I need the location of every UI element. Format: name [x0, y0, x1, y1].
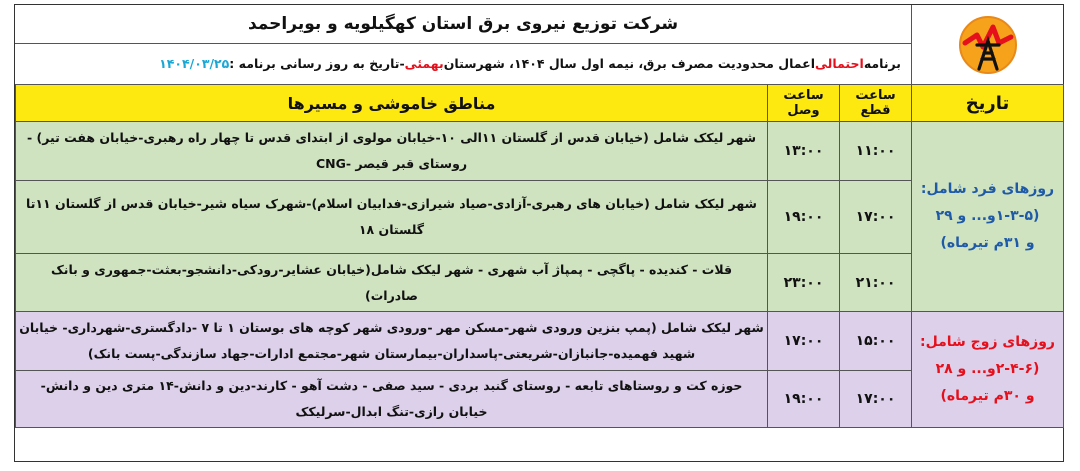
connect-time-cell: ۱۹:۰۰ — [768, 181, 840, 254]
subtitle-probable: احتمالی — [815, 56, 864, 71]
outage-table — [15, 84, 1064, 428]
page-title: شرکت توزیع نیروی برق استان کهگیلویه و بویراحمد — [15, 5, 911, 44]
connect-time-cell: ۱۳:۰۰ — [768, 122, 840, 181]
group-label-line: و ۳۱م تیرماه) — [940, 235, 1035, 251]
header-areas: مناطق خاموشی و مسیرها — [16, 85, 768, 122]
table-row — [16, 254, 1064, 312]
area-line: قلات - کندیده - پاگچی - پمپاژ آب شهری - شهر لیکک شامل(خیابان عشایر-رودکی-دانشجو-بعثت-جمهوری و بانک — [50, 261, 733, 277]
area-cell — [16, 181, 768, 254]
table-header-row — [16, 85, 1064, 122]
odd-days-group — [912, 122, 1064, 312]
area-cell — [16, 371, 768, 428]
area-cell — [16, 254, 768, 312]
area-line: خیابان رازی-تنگ ابدال-سرلیکک — [295, 404, 488, 419]
logo-cell — [911, 5, 1063, 84]
area-line: حوزه کت و روستاهای تابعه - روستای گنبد بردی - سید صفی - دشت آهو - کارند-دین و دانش-۱۴ متری دین و دانش- — [40, 378, 743, 393]
subtitle-update-date: ۱۴۰۴/۰۳/۲۵ — [159, 56, 230, 71]
cut-time-cell: ۱۱:۰۰ — [840, 122, 912, 181]
area-line: شهید فهمیده-جانبازان-شریعتی-پاسداران-بیمارستان شهر-مجتمع ادارات-جهاد سازندگی-پست بانک) — [87, 346, 696, 361]
cut-time-cell: ۱۷:۰۰ — [840, 371, 912, 428]
subtitle-middle: اعمال محدودیت مصرف برق، نیمه اول سال ۱۴۰۴، شهرستان — [443, 56, 815, 71]
group-label-line: روزهای زوج شامل: — [919, 334, 1055, 350]
program-subtitle — [15, 43, 911, 84]
table-row — [16, 122, 1064, 181]
connect-time-cell: ۱۹:۰۰ — [768, 371, 840, 428]
schedule-frame — [14, 4, 1064, 462]
table-row — [16, 181, 1064, 254]
group-label-line: (۱-۳-۵و... و ۲۹ — [935, 208, 1040, 224]
table-row — [16, 371, 1064, 428]
connect-time-cell: ۱۷:۰۰ — [768, 312, 840, 371]
header-cut-time: ساعت قطع — [840, 85, 912, 122]
table-row — [16, 312, 1064, 371]
power-company-logo-icon — [953, 13, 1023, 77]
area-line: شهر لیکک شامل (خیابان های رهبری-آزادی-صیاد شیرازی-فدابیان اسلام)-شهرک سیاه شیر-خیابان قدس از گلستان ۱۱تا — [26, 196, 757, 211]
group-label-line: روزهای فرد شامل: — [920, 181, 1055, 197]
group-label-line: و ۳۰م تیرماه) — [940, 388, 1035, 404]
subtitle-county: بهمئی — [404, 56, 444, 71]
header-connect-time: ساعت وصل — [768, 85, 840, 122]
cut-time-cell: ۱۵:۰۰ — [840, 312, 912, 371]
area-cell — [16, 312, 768, 371]
area-line: گلستان ۱۸ — [358, 222, 425, 237]
cut-time-cell: ۱۷:۰۰ — [840, 181, 912, 254]
area-line: صادرات) — [365, 287, 418, 303]
area-line: شهر لیکک شامل (خیابان قدس از گلستان ۱۱الی ۱۰-خیابان مولوی از ابتدای قدس تا چهار راه رهبری-خیابان هفت تیر) - — [27, 130, 756, 145]
group-label-line: (۲-۴-۶و... و ۲۸ — [935, 361, 1040, 377]
cut-time-cell: ۲۱:۰۰ — [840, 254, 912, 312]
area-line: روستای قبر قیصر -CNG — [315, 156, 468, 171]
connect-time-cell: ۲۳:۰۰ — [768, 254, 840, 312]
area-line: شهر لیکک شامل (پمپ بنزین ورودی شهر-مسکن مهر -ورودی شهر کوچه های بوستان ۱ تا ۷ -دادگستری-شهرداری- خیابان — [19, 320, 764, 335]
subtitle-prefix: برنامه — [863, 56, 901, 71]
header-date: تاریخ — [912, 85, 1064, 122]
subtitle-update-label: -تاریخ به روز رسانی برنامه : — [229, 56, 405, 71]
area-cell — [16, 122, 768, 181]
even-days-group — [912, 312, 1064, 428]
